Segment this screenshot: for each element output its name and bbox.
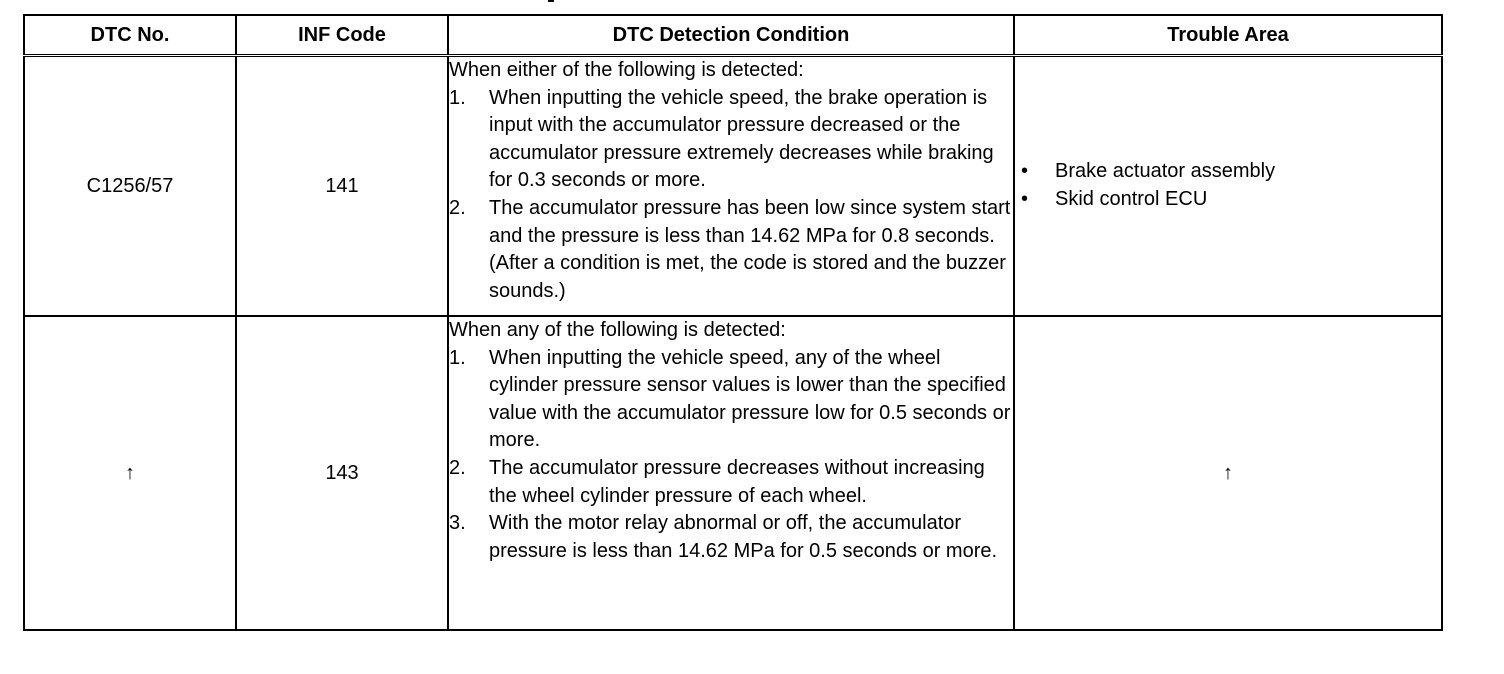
- condition-number: 1.: [449, 346, 466, 369]
- bullet-icon: •: [1021, 160, 1029, 183]
- header-condition: DTC Detection Condition: [448, 15, 1014, 56]
- condition-text: When inputting the vehicle speed, the brake operation is input with the accumulator pressure decreased or the accumulator pressure extremely decreases while braking for 0.3 seconds or more.: [489, 86, 994, 192]
- top-fragment-mark: [548, 0, 554, 2]
- condition-list: [449, 345, 1013, 566]
- condition-number: 2.: [449, 456, 466, 479]
- header-dtc-no: DTC No.: [24, 15, 236, 56]
- condition-cell: [448, 316, 1014, 630]
- dtc-no-cell: C1256/57: [24, 56, 236, 317]
- condition-text: With the motor relay abnormal or off, the accumulator pressure is less than 14.62 MPa for 0.5 seconds or more.: [489, 512, 998, 562]
- trouble-area-same-cell: ↑: [1014, 316, 1442, 630]
- trouble-area-item: [1015, 158, 1441, 186]
- condition-intro: When any of the following is detected:: [449, 319, 786, 341]
- bullet-icon: •: [1021, 188, 1029, 210]
- condition-intro: When either of the following is detected:: [449, 59, 804, 81]
- dtc-table: [23, 14, 1443, 631]
- condition-text: The accumulator pressure has been low since system start and the pressure is less than 14.62 MPa for 0.8 seconds. (After a condition is met, the code is stored and the buzzer sounds.): [489, 196, 1011, 302]
- trouble-area-list: [1015, 158, 1441, 213]
- header-row: [24, 15, 1442, 56]
- inf-code-cell: 143: [236, 316, 448, 630]
- inf-code-cell: 141: [236, 56, 448, 317]
- condition-item: [449, 195, 1013, 305]
- trouble-area-text: Brake actuator assembly: [1055, 160, 1276, 183]
- condition-item: [449, 510, 1013, 565]
- header-trouble-area: Trouble Area: [1014, 15, 1442, 56]
- condition-cell: [448, 56, 1014, 317]
- header-inf-code: INF Code: [236, 15, 448, 56]
- table-row: [24, 316, 1442, 630]
- trouble-area-text: Skid control ECU: [1055, 188, 1208, 210]
- trouble-area-item: [1015, 186, 1441, 214]
- condition-text: When inputting the vehicle speed, any of the wheel cylinder pressure sensor values is lower than the specified value with the accumulator pressure low for 0.5 seconds or more.: [489, 346, 1011, 452]
- condition-text: The accumulator pressure decreases without increasing the wheel cylinder pressure of each wheel.: [489, 456, 985, 507]
- condition-number: 3.: [449, 512, 466, 535]
- table-row: [24, 56, 1442, 317]
- condition-list: [449, 85, 1013, 306]
- condition-item: [449, 455, 1013, 510]
- dtc-no-cell: ↑: [24, 316, 236, 630]
- condition-number: 2.: [449, 196, 466, 219]
- condition-number: 1.: [449, 86, 466, 109]
- trouble-area-cell: [1014, 56, 1442, 317]
- condition-item: [449, 345, 1013, 455]
- condition-item: [449, 85, 1013, 195]
